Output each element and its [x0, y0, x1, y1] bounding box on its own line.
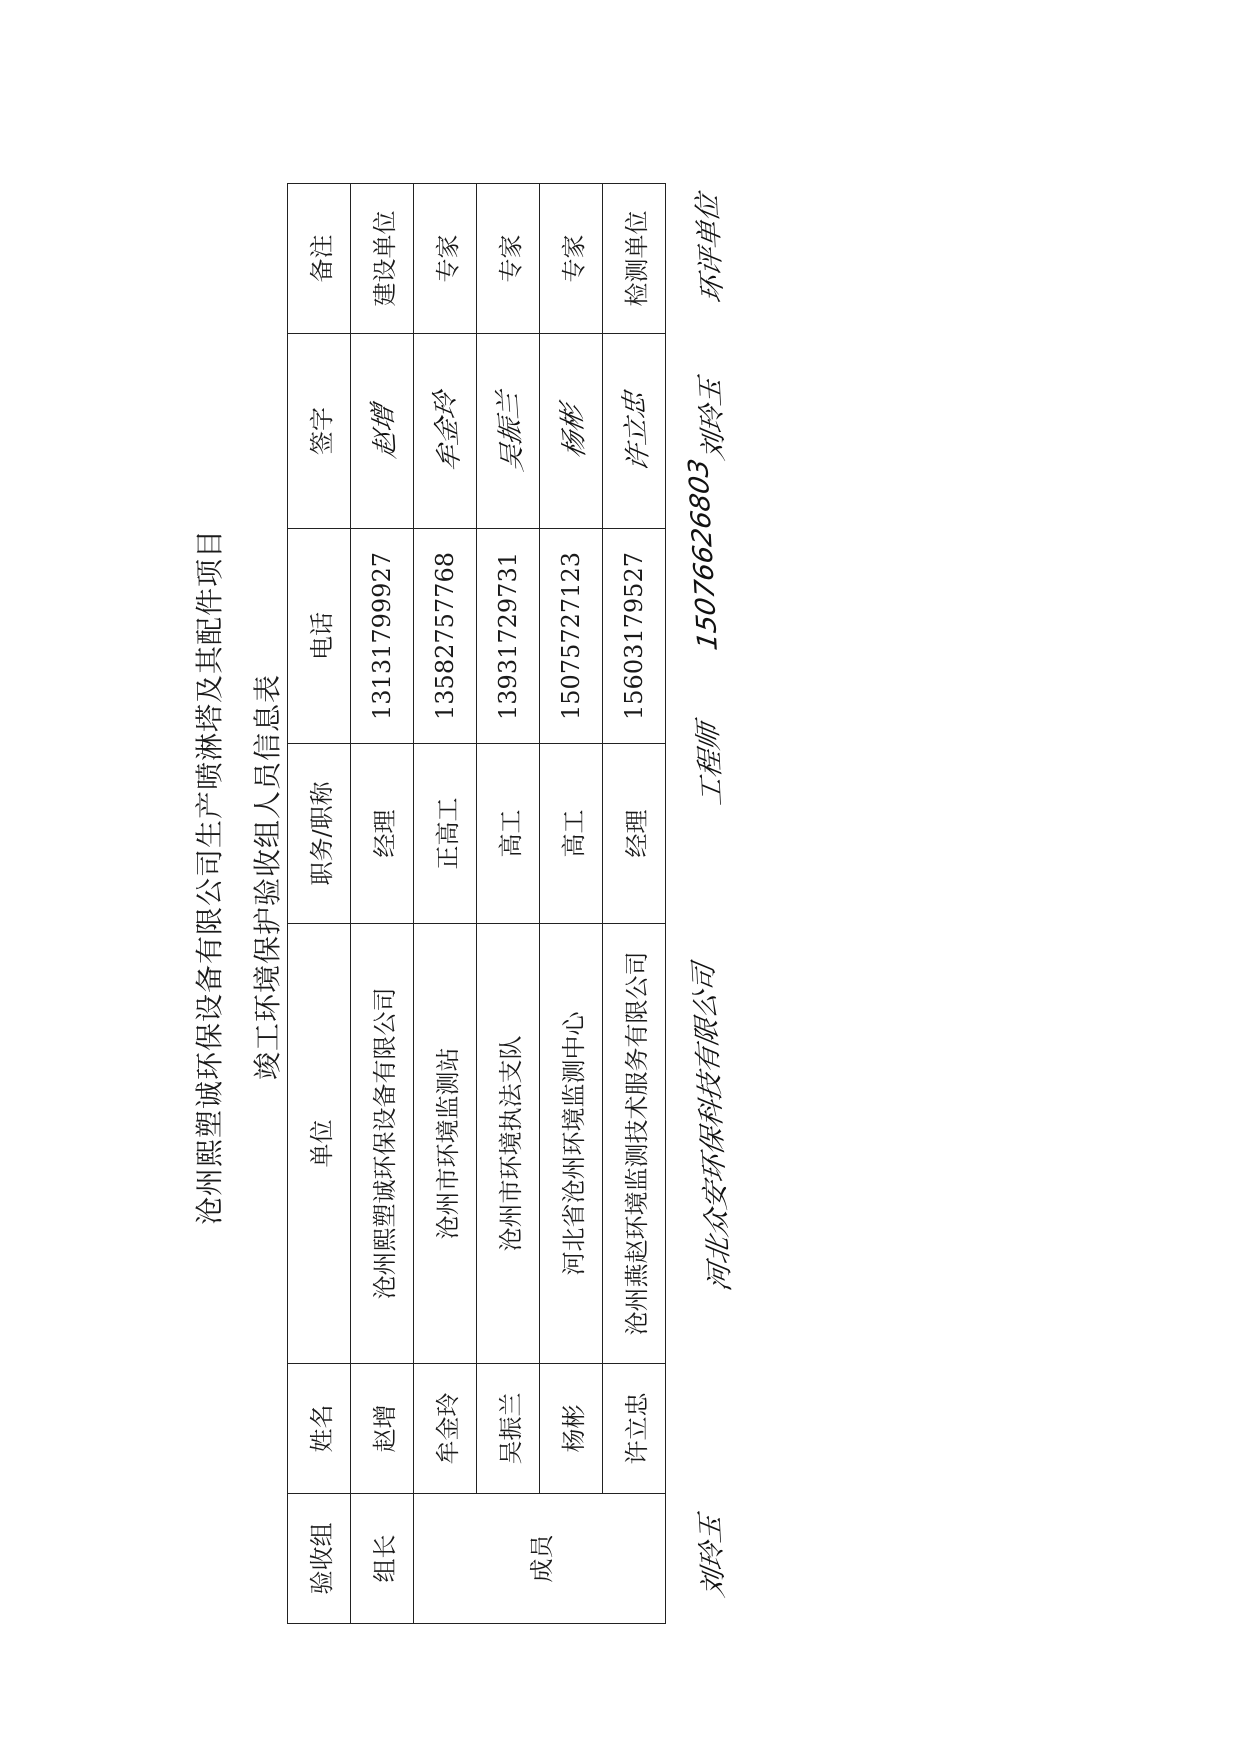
- unit-cell: 沧州市环境执法支队: [477, 924, 540, 1364]
- title-cell: 高工: [540, 744, 603, 924]
- handwritten-signature: 吴振兰: [492, 389, 529, 474]
- handwritten-note: 环评单位: [692, 191, 729, 306]
- group-leader-cell: 组长: [351, 1494, 414, 1624]
- phone-cell: 13131799927: [351, 529, 414, 744]
- unit-cell: 沧州燕赵环境监测技术服务有限公司: [603, 924, 666, 1364]
- header-title: 职务/职称: [288, 744, 351, 924]
- group-members-cell: 成员: [414, 1494, 666, 1624]
- table-row: [351, 184, 414, 1624]
- handwritten-signature: 牟金玲: [429, 389, 466, 474]
- phone-cell: 13931729731: [477, 529, 540, 744]
- unit-cell: 沧州熙塑诚环保设备有限公司: [351, 924, 414, 1364]
- name-cell: 吴振兰: [477, 1364, 540, 1494]
- unit-cell: 沧州市环境监测站: [414, 924, 477, 1364]
- phone-cell: 13582757768: [414, 529, 477, 744]
- handwritten-signature: 刘玲玉: [694, 375, 731, 463]
- name-cell: 牟金玲: [414, 1364, 477, 1494]
- note-cell: 建设单位: [351, 184, 414, 334]
- header-note: 备注: [288, 184, 351, 334]
- header-phone: 电话: [288, 529, 351, 744]
- title-cell: 经理: [351, 744, 414, 924]
- note-cell: 检测单位: [603, 184, 666, 334]
- signature-cell: [540, 334, 603, 529]
- signature-cell: [414, 334, 477, 529]
- handwritten-unit: 河北众安环保科技有限公司: [688, 961, 737, 1294]
- document-subtitle: 竣工环境保护验收组人员信息表: [251, 674, 284, 1081]
- handwritten-signature: 许立忠: [618, 389, 655, 474]
- table-row: [540, 184, 603, 1624]
- unit-cell: 河北省沧州环境监测中心: [540, 924, 603, 1364]
- handwritten-phone: 15076626803: [683, 456, 724, 653]
- handwritten-signature: 杨彬: [556, 402, 591, 461]
- phone-cell: 15603179527: [603, 529, 666, 744]
- header-unit: 单位: [288, 924, 351, 1364]
- handwritten-name: 刘玲玉: [694, 1512, 731, 1600]
- handwritten-title: 工程师: [692, 720, 729, 808]
- signature-cell: [603, 334, 666, 529]
- note-cell: 专家: [414, 184, 477, 334]
- header-signature: 签字: [288, 334, 351, 529]
- title-cell: 经理: [603, 744, 666, 924]
- signature-cell: [477, 334, 540, 529]
- personnel-table: [287, 183, 666, 1624]
- name-cell: 许立忠: [603, 1364, 666, 1494]
- name-cell: 杨彬: [540, 1364, 603, 1494]
- note-cell: 专家: [477, 184, 540, 334]
- note-cell: 专家: [540, 184, 603, 334]
- title-cell: 正高工: [414, 744, 477, 924]
- title-cell: 高工: [477, 744, 540, 924]
- table-row: [414, 184, 477, 1624]
- phone-cell: 15075727123: [540, 529, 603, 744]
- document-title: 沧州熙塑诚环保设备有限公司生产喷淋塔及其配件项目: [193, 529, 226, 1226]
- header-group: 验收组: [288, 1494, 351, 1624]
- signature-cell: [351, 334, 414, 529]
- table-header-row: [288, 184, 351, 1624]
- table-row: [477, 184, 540, 1624]
- header-name: 姓名: [288, 1364, 351, 1494]
- table-row: [603, 184, 666, 1624]
- name-cell: 赵增: [351, 1364, 414, 1494]
- handwritten-signature: 赵增: [367, 402, 402, 461]
